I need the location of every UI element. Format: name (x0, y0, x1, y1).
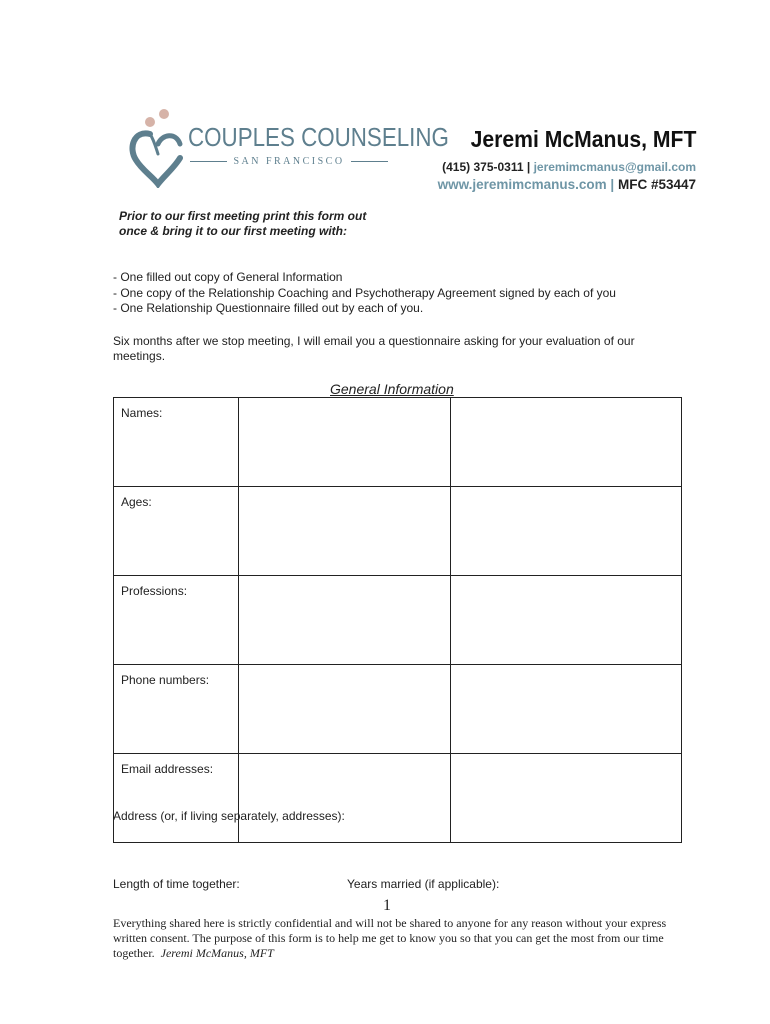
section-title: General Information (330, 381, 454, 397)
separator: | (523, 160, 534, 174)
logo-rule-left (190, 161, 227, 162)
address-label: Address (or, if living separately, addresses): (113, 809, 345, 823)
couple-heart-icon (128, 104, 188, 188)
years-married-label: Years married (if applicable): (347, 877, 500, 891)
partner-2-professions-field[interactable] (450, 576, 681, 665)
row-label: Ages: (114, 487, 239, 576)
footer-text: Everything shared here is strictly confidential and will not be shared to anyone for any reason without your express written consent. The purpose of this form is to help me get to know you so that you can get the most from our time together. (113, 916, 667, 960)
general-info-table (113, 397, 682, 843)
list-item: - One Relationship Questionnaire filled out by each of you. (113, 301, 424, 315)
list-item: - One filled out copy of General Information (113, 270, 343, 284)
length-together-label: Length of time together: (113, 877, 240, 891)
table-row (114, 665, 682, 754)
footer-signature: Jeremi McManus, MFT (160, 946, 274, 960)
intro-instructions (119, 209, 419, 239)
table-row (114, 754, 682, 843)
separator: | (606, 177, 618, 192)
logo (128, 104, 449, 188)
table-row (114, 487, 682, 576)
list-item: - One copy of the Relationship Coaching and Psychotherapy Agreement signed by each of you (113, 285, 616, 300)
partner-1-names-field[interactable] (239, 398, 451, 487)
logo-rule-right (351, 161, 388, 162)
email-link[interactable]: jeremimcmanus@gmail.com (533, 160, 696, 174)
contact-line-phone-email (442, 160, 696, 174)
therapist-name: Jeremi McManus, MFT (470, 126, 696, 152)
partner-2-phone-field[interactable] (450, 665, 681, 754)
intro-line: Prior to our first meeting print this form out (119, 209, 367, 223)
row-label: Email addresses: (114, 754, 239, 843)
evaluation-note: Six months after we stop meeting, I will email you a questionnaire asking for your evaluation of our meetings. (113, 334, 635, 363)
partner-1-phone-field[interactable] (239, 665, 451, 754)
partner-2-ages-field[interactable] (450, 487, 681, 576)
partner-1-ages-field[interactable] (239, 487, 451, 576)
phone-number: (415) 375-0311 (442, 160, 524, 174)
confidentiality-footer (113, 916, 673, 961)
required-items-list (113, 270, 616, 317)
logo-subtitle (190, 156, 388, 167)
logo-title: COUPLES COUNSELING (188, 122, 449, 152)
contact-line-web-license (438, 177, 696, 192)
row-label: Phone numbers: (114, 665, 239, 754)
partner-2-names-field[interactable] (450, 398, 681, 487)
partner-1-professions-field[interactable] (239, 576, 451, 665)
table-row (114, 576, 682, 665)
row-label: Names: (114, 398, 239, 487)
intro-line: once & bring it to our first meeting with: (119, 224, 347, 238)
website-link[interactable]: www.jeremimcmanus.com (437, 177, 607, 192)
partner-1-email-field[interactable] (239, 754, 451, 843)
partner-2-email-field[interactable] (450, 754, 681, 843)
logo-city: SAN FRANCISCO (233, 156, 345, 167)
table-row (114, 398, 682, 487)
license-number: MFC #53447 (617, 177, 696, 192)
page-number: 1 (383, 897, 391, 914)
row-label: Professions: (114, 576, 239, 665)
